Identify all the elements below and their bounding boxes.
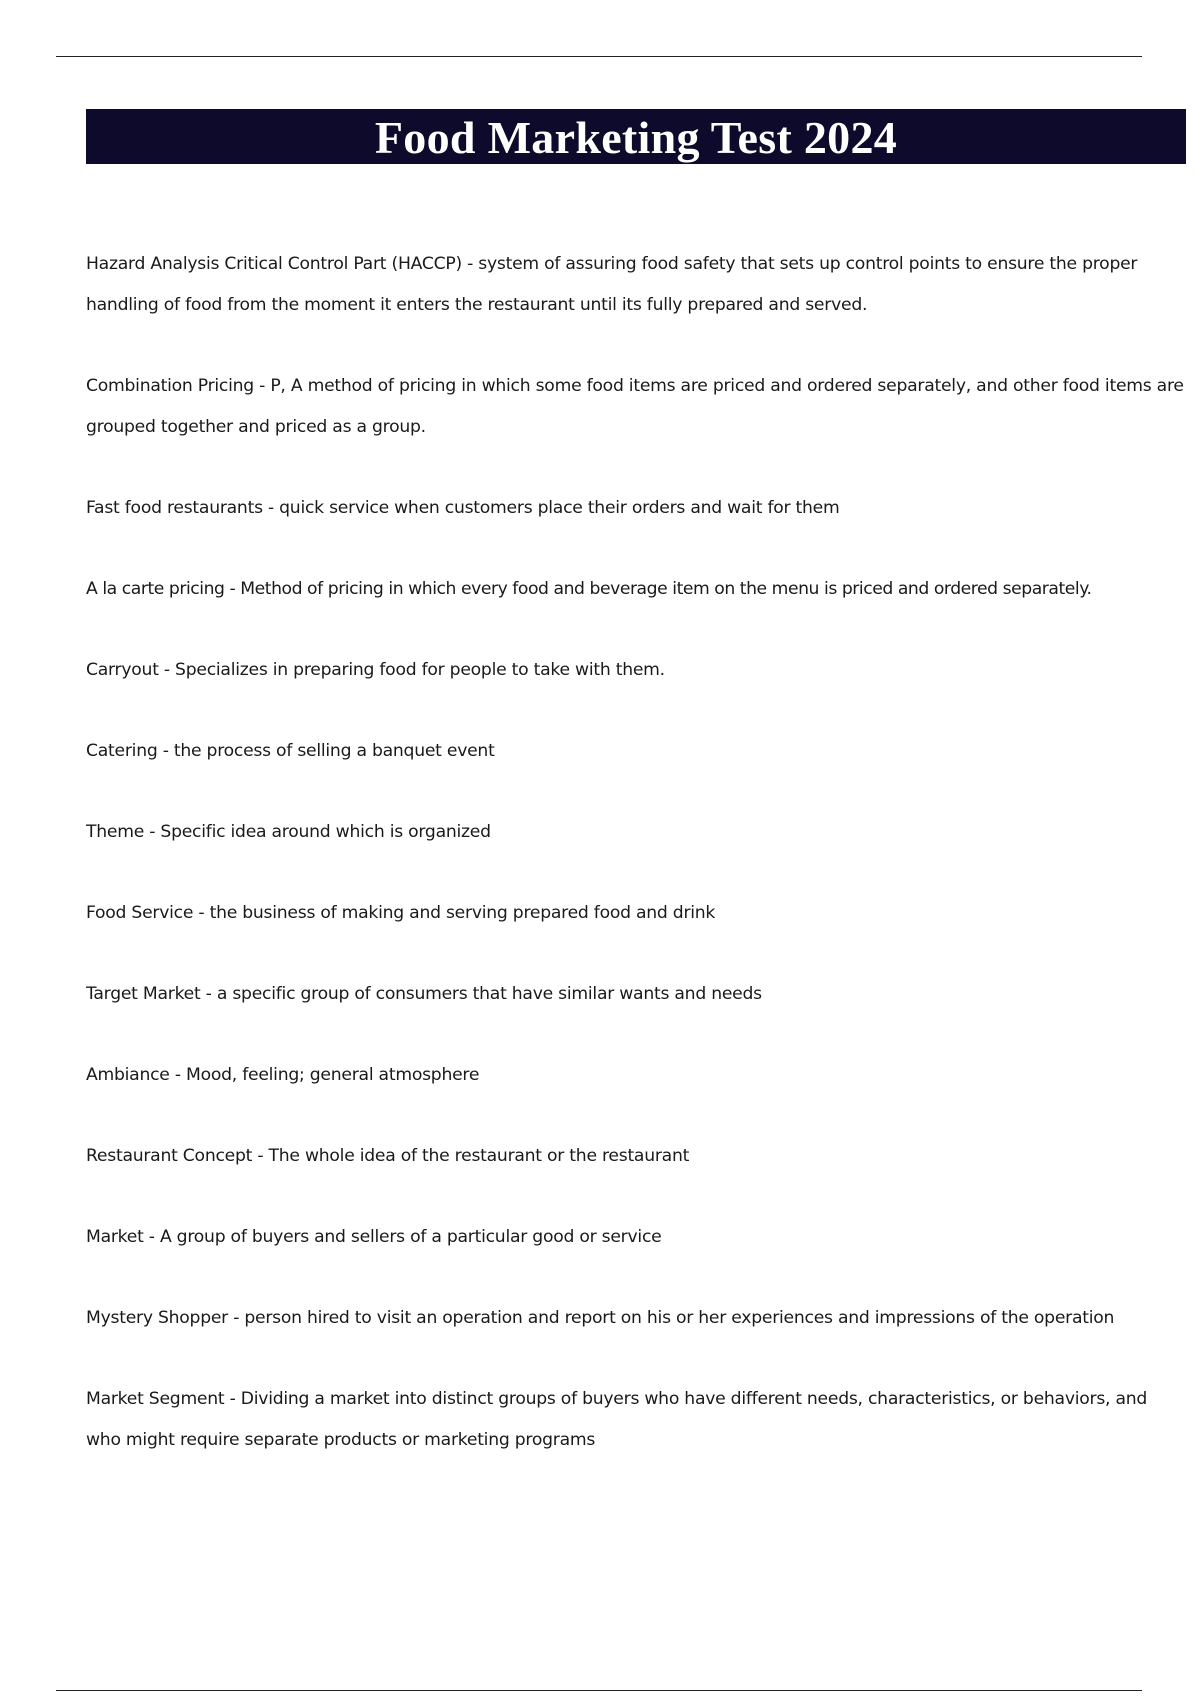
term-catering: Catering - the process of selling a banquet event bbox=[86, 741, 495, 761]
bottom-divider bbox=[56, 1690, 1142, 1691]
term-mystery-shopper: Mystery Shopper - person hired to visit an operation and report on his or her experiences and impressions of the operation bbox=[86, 1308, 1115, 1328]
term-a-la-carte-pricing: A la carte pricing - Method of pricing in which every food and beverage item on the menu is priced and ordered separately. bbox=[86, 579, 1092, 599]
term-list bbox=[86, 244, 1186, 1501]
term-fast-food-restaurants: Fast food restaurants - quick service when customers place their orders and wait for them bbox=[86, 498, 840, 518]
term-market-segment: Market Segment - Dividing a market into distinct groups of buyers who have different needs, characteristics, or behaviors, and who might require separate products or marketing programs bbox=[86, 1389, 1148, 1450]
term-combination-pricing: Combination Pricing - P, A method of pricing in which some food items are priced and ordered separately, and other food items are grouped together and priced as a group. bbox=[86, 376, 1184, 437]
term-theme: Theme - Specific idea around which is organized bbox=[86, 822, 491, 842]
term-haccp: Hazard Analysis Critical Control Part (HACCP) - system of assuring food safety that sets up control points to ensure the proper handling of food from the moment it enters the restaurant until its fully prepared and served. bbox=[86, 254, 1138, 315]
term-ambiance: Ambiance - Mood, feeling; general atmosphere bbox=[86, 1065, 480, 1085]
term-market: Market - A group of buyers and sellers of a particular good or service bbox=[86, 1227, 662, 1247]
term-food-service: Food Service - the business of making and serving prepared food and drink bbox=[86, 903, 716, 923]
term-target-market: Target Market - a specific group of consumers that have similar wants and needs bbox=[86, 984, 762, 1004]
term-carryout: Carryout - Specializes in preparing food for people to take with them. bbox=[86, 660, 665, 680]
title-banner bbox=[86, 109, 1186, 164]
page-title: Food Marketing Test 2024 bbox=[374, 111, 898, 163]
top-divider bbox=[56, 56, 1142, 57]
term-restaurant-concept: Restaurant Concept - The whole idea of the restaurant or the restaurant bbox=[86, 1146, 690, 1166]
